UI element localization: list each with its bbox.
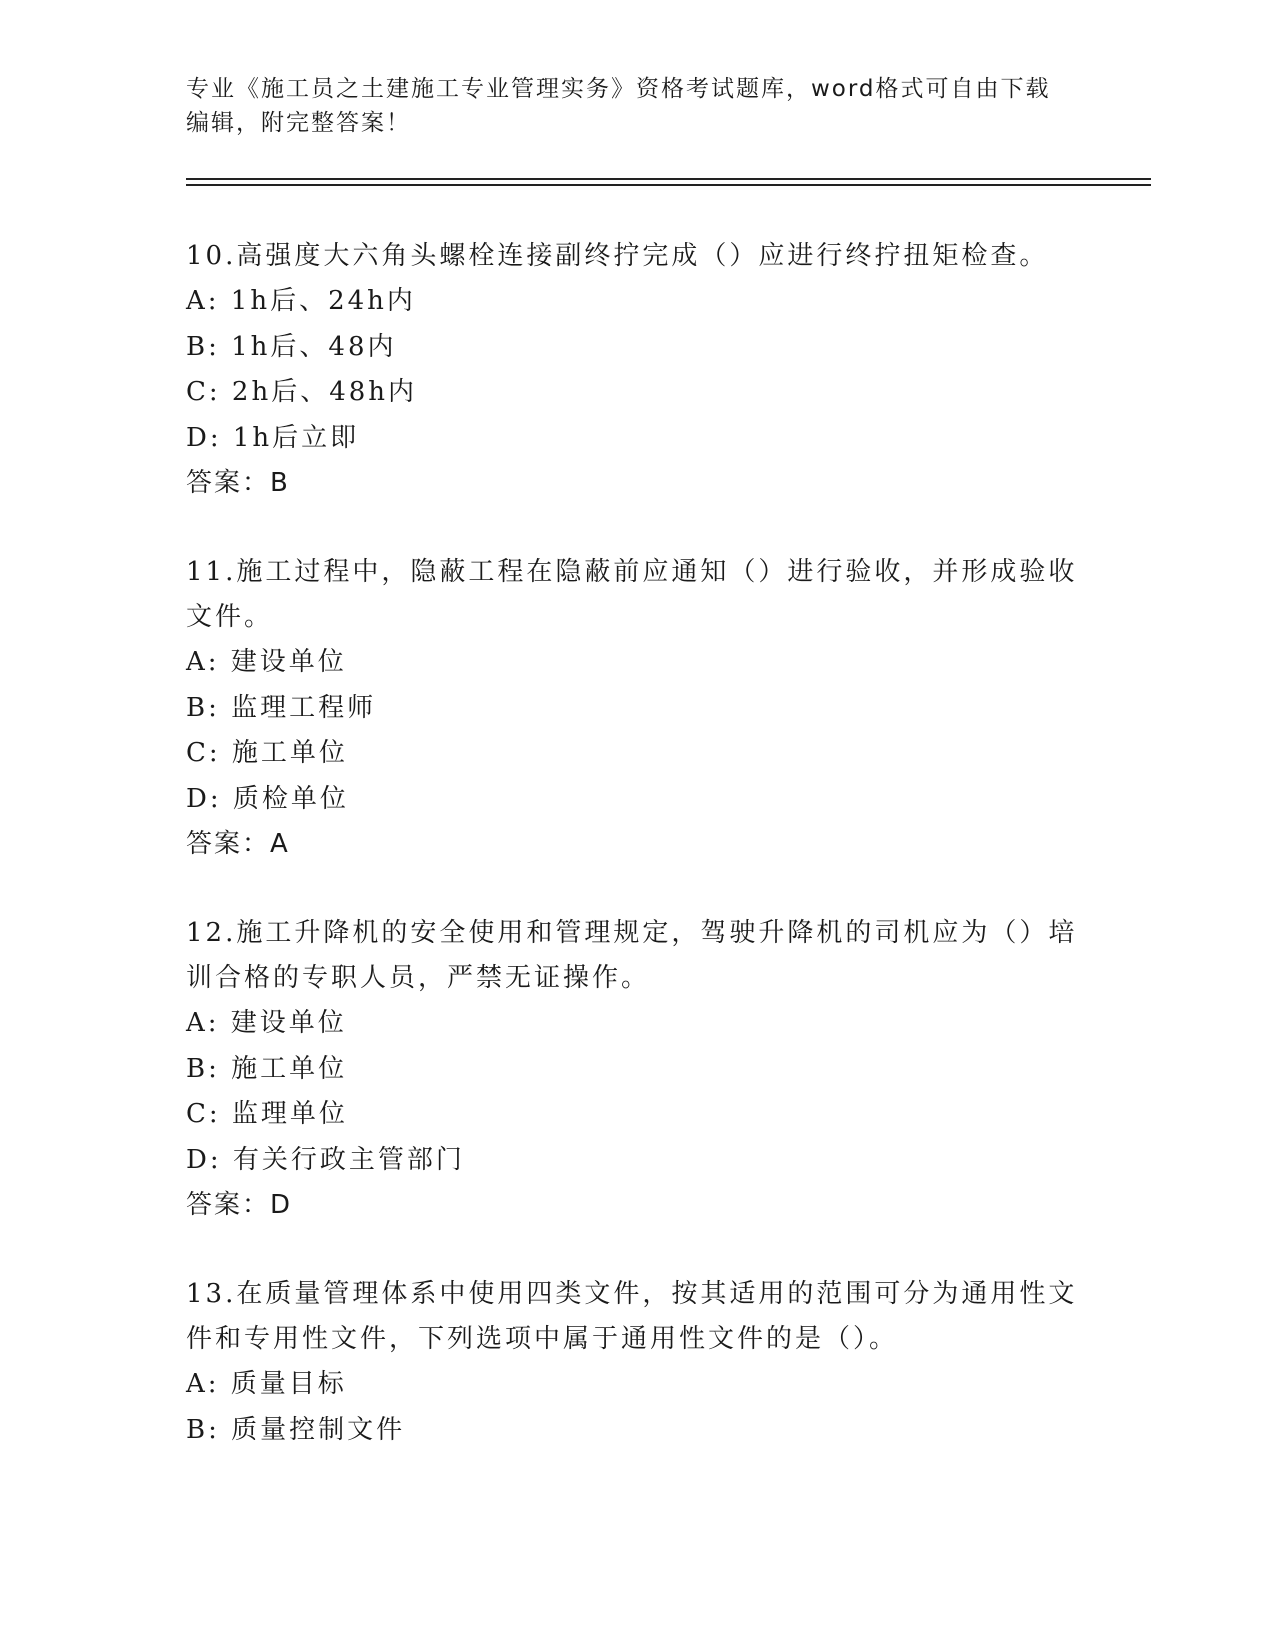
question-12: [186, 911, 1086, 1228]
option-b: B: 监理工程师: [186, 692, 377, 723]
question-stem: 13.在质量管理体系中使用四类文件，按其适用的范围可分为通用性文件和专用性文件，下列选项中属于通用性文件的是（）。: [186, 1279, 1078, 1354]
option-d: D: 1h后立即: [186, 422, 360, 453]
option-b: B: 1h后、48内: [186, 331, 397, 362]
question-11: [186, 550, 1086, 867]
option-d: D: 质检单位: [186, 783, 349, 814]
answer-label: 答案：D: [186, 1190, 293, 1220]
option-a: A: 1h后、24h内: [186, 286, 416, 316]
header-divider-top: [186, 178, 1151, 180]
option-a: A: 建设单位: [186, 647, 347, 677]
question-stem: 12.施工升降机的安全使用和管理规定，驾驶升降机的司机应为（）培训合格的专职人员，严禁无证操作。: [186, 918, 1078, 993]
option-a: A: 质量目标: [186, 1369, 347, 1399]
question-10: [186, 234, 1086, 506]
question-13: [186, 1272, 1086, 1453]
document-header: 专业《施工员之土建施工专业管理实务》资格考试题库，word格式可自由下载编辑，附完整答案！: [186, 76, 1051, 136]
question-list: [186, 234, 1086, 1497]
option-b: B: 施工单位: [186, 1053, 348, 1084]
answer-label: 答案：A: [186, 829, 290, 859]
option-c: C: 监理单位: [186, 1099, 348, 1129]
option-a: A: 建设单位: [186, 1008, 347, 1038]
option-d: D: 有关行政主管部门: [186, 1144, 465, 1175]
header-divider-bottom: [186, 184, 1151, 186]
answer-label: 答案：B: [186, 468, 290, 498]
question-stem: 11.施工过程中，隐蔽工程在隐蔽前应通知（）进行验收，并形成验收文件。: [186, 557, 1078, 632]
option-c: C: 2h后、48h内: [186, 377, 418, 407]
option-c: C: 施工单位: [186, 738, 348, 768]
question-stem: 10.高强度大六角头螺栓连接副终拧完成（）应进行终拧扭矩检查。: [186, 241, 1049, 271]
option-b: B: 质量控制文件: [186, 1414, 406, 1445]
